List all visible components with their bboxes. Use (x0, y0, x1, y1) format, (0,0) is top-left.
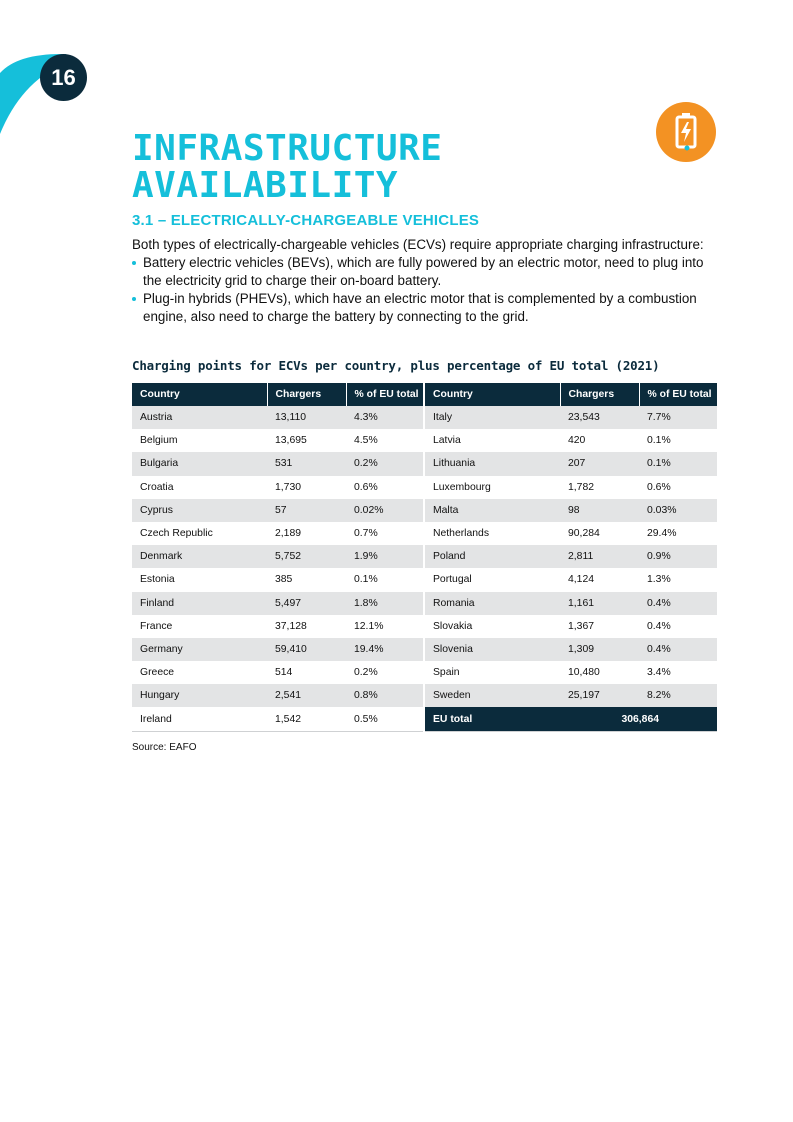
cell-chargers: 1,542 (267, 707, 346, 731)
cell-chargers: 4,124 (568, 574, 595, 586)
table-row (132, 406, 423, 429)
cell-country: Austria (132, 406, 267, 429)
cell-country: Czech Republic (140, 528, 213, 540)
table-row (425, 452, 717, 475)
cell-chargers: 98 (560, 499, 639, 522)
cell-country: Hungary (132, 684, 267, 707)
header-percent: % of EU total (639, 383, 717, 406)
table-row (132, 545, 423, 568)
table-row (425, 661, 717, 684)
cell-chargers: 1,730 (275, 481, 302, 493)
cell-chargers: 2,189 (275, 528, 302, 540)
cell-percent: 4.3% (346, 406, 423, 429)
table-row (425, 568, 717, 591)
total-label: EU total (425, 707, 560, 731)
cell-percent: 0.1% (647, 435, 671, 447)
cell-country: Croatia (140, 481, 174, 493)
cell-chargers: 37,128 (275, 620, 307, 632)
cell-country: Cyprus (132, 499, 267, 522)
cell-chargers: 385 (275, 574, 293, 586)
cell-percent: 3.4% (647, 667, 671, 679)
table-left-body (132, 406, 423, 731)
table-row (132, 707, 423, 731)
bullet-dot-icon (132, 297, 136, 301)
header-chargers: Chargers (267, 383, 346, 406)
table-row (132, 522, 423, 545)
cell-chargers: 1,782 (568, 481, 595, 493)
cell-percent: 0.03% (639, 499, 717, 522)
cell-country: Bulgaria (132, 452, 267, 475)
cell-chargers: 514 (275, 667, 293, 679)
cell-chargers: 5,497 (267, 592, 346, 615)
table-row (132, 661, 423, 684)
cell-chargers: 420 (568, 435, 586, 447)
header-country: Country (425, 383, 560, 406)
cell-percent: 19.4% (346, 638, 423, 661)
cell-country: Luxembourg (433, 481, 491, 493)
table-caption: Charging points for ECVs per country, plus percentage of EU total (2021) (132, 358, 660, 373)
table-row (425, 522, 717, 545)
table-right (425, 383, 717, 732)
section-subtitle: 3.1 – ELECTRICALLY-CHARGEABLE VEHICLES (132, 212, 480, 229)
cell-country: Spain (433, 667, 460, 679)
header-chargers: Chargers (560, 383, 639, 406)
table-header-row (132, 383, 423, 406)
source-note: Source: EAFO (132, 742, 197, 753)
cell-chargers: 531 (267, 452, 346, 475)
cell-chargers: 13,695 (275, 435, 307, 447)
cell-chargers: 2,811 (560, 545, 639, 568)
cell-percent: 0.4% (647, 620, 671, 632)
cell-chargers: 90,284 (568, 528, 600, 540)
page-number-badge (40, 54, 87, 101)
table-row (132, 615, 423, 638)
intro-bullet-text: Battery electric vehicles (BEVs), which are fully powered by an electric motor, need to plug into the electricity grid to charge their on-board battery. (143, 255, 704, 288)
table-row (132, 684, 423, 707)
intro-bullet (132, 254, 722, 290)
cell-country: Germany (132, 638, 267, 661)
table-row (425, 684, 717, 707)
cell-percent: 0.6% (647, 481, 671, 493)
cell-chargers: 10,480 (568, 667, 600, 679)
cell-percent: 0.2% (354, 667, 378, 679)
table-row (132, 476, 423, 499)
cell-country: Greece (140, 667, 175, 679)
table-row (425, 592, 717, 615)
cell-chargers: 1,161 (560, 592, 639, 615)
cell-percent: 0.4% (639, 592, 717, 615)
header-country: Country (132, 383, 267, 406)
cell-country: Portugal (433, 574, 472, 586)
table-row (132, 568, 423, 591)
cell-percent: 0.7% (354, 528, 378, 540)
cell-country: Sweden (425, 684, 560, 707)
cell-percent: 12.1% (354, 620, 384, 632)
cell-country: Estonia (140, 574, 175, 586)
cell-country: Italy (425, 406, 560, 429)
intro-bullet-text: Plug-in hybrids (PHEVs), which have an electric motor that is complemented by a combustion engine, also need to charge the battery by connecting to the grid. (143, 291, 697, 324)
intro-bullet-list (132, 254, 722, 326)
cell-chargers: 1,309 (560, 638, 639, 661)
total-value: 306,864 (560, 707, 717, 731)
cell-percent: 7.7% (639, 406, 717, 429)
cell-percent: 0.8% (346, 684, 423, 707)
cell-country: Finland (132, 592, 267, 615)
cell-percent: 0.4% (639, 638, 717, 661)
cell-percent: 0.2% (346, 452, 423, 475)
cell-percent: 0.1% (639, 452, 717, 475)
page-title-line-1: INFRASTRUCTURE (132, 128, 443, 169)
battery-charge-icon (656, 102, 716, 162)
cell-country: Poland (425, 545, 560, 568)
cell-country: Romania (425, 592, 560, 615)
cell-country: Latvia (433, 435, 461, 447)
intro-text (132, 236, 722, 326)
cell-chargers: 13,110 (267, 406, 346, 429)
page-number: 16 (51, 64, 76, 90)
cell-percent: 0.6% (354, 481, 378, 493)
table-header-row (425, 383, 717, 406)
table-row (425, 406, 717, 429)
cell-country: Lithuania (425, 452, 560, 475)
table-row (425, 638, 717, 661)
cell-country: Slovenia (425, 638, 560, 661)
table-total-row (425, 707, 717, 731)
cell-country: Malta (425, 499, 560, 522)
table-row (425, 429, 717, 452)
table-row (425, 615, 717, 638)
header-percent: % of EU total (346, 383, 423, 406)
cell-percent: 1.8% (346, 592, 423, 615)
cell-country: Belgium (140, 435, 178, 447)
table-row (132, 592, 423, 615)
page-title (132, 130, 442, 204)
cell-country: Ireland (132, 707, 267, 731)
intro-lead: Both types of electrically-chargeable vehicles (ECVs) require appropriate charging infrastructure: (132, 237, 704, 252)
cell-chargers: 25,197 (560, 684, 639, 707)
cell-chargers: 1,367 (568, 620, 595, 632)
table-row (425, 499, 717, 522)
bullet-dot-icon (132, 261, 136, 265)
table-row (132, 452, 423, 475)
cell-country: Denmark (132, 545, 267, 568)
intro-bullet (132, 290, 722, 326)
table-row (132, 499, 423, 522)
cell-chargers: 2,541 (267, 684, 346, 707)
cell-percent: 1.9% (346, 545, 423, 568)
cell-percent: 29.4% (647, 528, 677, 540)
cell-country: France (140, 620, 173, 632)
cell-chargers: 57 (267, 499, 346, 522)
cell-percent: 1.3% (647, 574, 671, 586)
cell-percent: 0.5% (346, 707, 423, 731)
cell-chargers: 207 (560, 452, 639, 475)
cell-chargers: 59,410 (267, 638, 346, 661)
cell-chargers: 23,543 (560, 406, 639, 429)
page-title-line-2: AVAILABILITY (132, 165, 399, 206)
charging-points-table (132, 383, 717, 732)
cell-country: Netherlands (433, 528, 490, 540)
cell-percent: 0.1% (354, 574, 378, 586)
cell-percent: 8.2% (639, 684, 717, 707)
table-left (132, 383, 423, 732)
table-row (132, 638, 423, 661)
cell-percent: 4.5% (354, 435, 378, 447)
cell-country: Slovakia (433, 620, 473, 632)
cell-percent: 0.9% (639, 545, 717, 568)
table-row (132, 429, 423, 452)
table-row (425, 476, 717, 499)
table-right-body (425, 406, 717, 731)
cell-chargers: 5,752 (267, 545, 346, 568)
table-row (425, 545, 717, 568)
cell-percent: 0.02% (346, 499, 423, 522)
